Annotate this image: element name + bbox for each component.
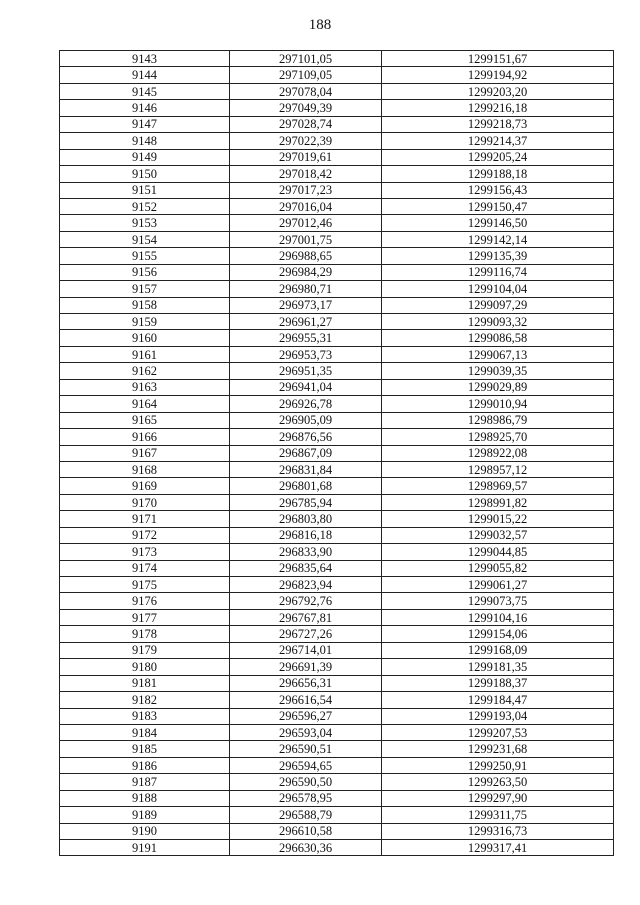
table-row [60,83,614,99]
point-number-cell: 9164 [60,396,230,412]
point-number-cell: 9153 [60,215,230,231]
y-coordinate-cell: 1298957,12 [382,461,614,477]
table-row [60,116,614,132]
point-number-cell: 9185 [60,741,230,757]
y-coordinate-cell: 1299151,67 [382,51,614,67]
x-coordinate-cell: 296803,80 [230,511,382,527]
y-coordinate-cell: 1299073,75 [382,593,614,609]
x-coordinate-cell: 296727,26 [230,626,382,642]
y-coordinate-cell: 1299093,32 [382,314,614,330]
y-coordinate-cell: 1299104,04 [382,281,614,297]
point-number-cell: 9163 [60,379,230,395]
x-coordinate-cell: 297078,04 [230,83,382,99]
x-coordinate-cell: 296867,09 [230,445,382,461]
y-coordinate-cell: 1299316,73 [382,823,614,839]
point-number-cell: 9177 [60,609,230,625]
point-number-cell: 9176 [60,593,230,609]
x-coordinate-cell: 297101,05 [230,51,382,67]
point-number-cell: 9188 [60,790,230,806]
table-row [60,429,614,445]
table-row [60,149,614,165]
point-number-cell: 9150 [60,166,230,182]
table-row [60,363,614,379]
table-row [60,379,614,395]
x-coordinate-cell: 297109,05 [230,67,382,83]
table-row [60,248,614,264]
x-coordinate-cell: 296801,68 [230,478,382,494]
y-coordinate-cell: 1299203,20 [382,83,614,99]
table-row [60,560,614,576]
table-row [60,166,614,182]
x-coordinate-cell: 296590,51 [230,741,382,757]
table-row [60,198,614,214]
point-number-cell: 9161 [60,346,230,362]
point-number-cell: 9173 [60,544,230,560]
x-coordinate-cell: 296961,27 [230,314,382,330]
table-row [60,494,614,510]
point-number-cell: 9186 [60,757,230,773]
table-row [60,577,614,593]
x-coordinate-cell: 296593,04 [230,724,382,740]
point-number-cell: 9154 [60,231,230,247]
table-row [60,314,614,330]
table-row [60,412,614,428]
y-coordinate-cell: 1299044,85 [382,544,614,560]
point-number-cell: 9149 [60,149,230,165]
y-coordinate-cell: 1299055,82 [382,560,614,576]
point-number-cell: 9180 [60,659,230,675]
x-coordinate-cell: 297022,39 [230,133,382,149]
y-coordinate-cell: 1299067,13 [382,346,614,362]
table-row [60,823,614,839]
point-number-cell: 9151 [60,182,230,198]
x-coordinate-cell: 296955,31 [230,330,382,346]
table-row [60,396,614,412]
point-number-cell: 9152 [60,198,230,214]
point-number-cell: 9148 [60,133,230,149]
y-coordinate-cell: 1299142,14 [382,231,614,247]
table-row [60,609,614,625]
x-coordinate-cell: 296630,36 [230,840,382,856]
y-coordinate-cell: 1299317,41 [382,840,614,856]
table-row [60,281,614,297]
table-row [60,840,614,856]
y-coordinate-cell: 1299015,22 [382,511,614,527]
table-row [60,330,614,346]
point-number-cell: 9158 [60,297,230,313]
x-coordinate-cell: 296833,90 [230,544,382,560]
table-row [60,675,614,691]
table-row [60,51,614,67]
x-coordinate-cell: 296926,78 [230,396,382,412]
y-coordinate-cell: 1299184,47 [382,692,614,708]
y-coordinate-cell: 1299146,50 [382,215,614,231]
y-coordinate-cell: 1299188,18 [382,166,614,182]
coordinates-table-body [60,51,614,856]
x-coordinate-cell: 296973,17 [230,297,382,313]
y-coordinate-cell: 1299205,24 [382,149,614,165]
y-coordinate-cell: 1299154,06 [382,626,614,642]
point-number-cell: 9155 [60,248,230,264]
y-coordinate-cell: 1299250,91 [382,757,614,773]
y-coordinate-cell: 1299061,27 [382,577,614,593]
y-coordinate-cell: 1299086,58 [382,330,614,346]
page-number: 188 [308,17,332,33]
y-coordinate-cell: 1298969,57 [382,478,614,494]
x-coordinate-cell: 296792,76 [230,593,382,609]
point-number-cell: 9182 [60,692,230,708]
x-coordinate-cell: 297012,46 [230,215,382,231]
point-number-cell: 9181 [60,675,230,691]
y-coordinate-cell: 1298925,70 [382,429,614,445]
y-coordinate-cell: 1299231,68 [382,741,614,757]
x-coordinate-cell: 296594,65 [230,757,382,773]
table-row [60,264,614,280]
y-coordinate-cell: 1299032,57 [382,527,614,543]
point-number-cell: 9191 [60,840,230,856]
table-row [60,67,614,83]
table-row [60,461,614,477]
x-coordinate-cell: 297017,23 [230,182,382,198]
table-row [60,774,614,790]
y-coordinate-cell: 1299039,35 [382,363,614,379]
point-number-cell: 9174 [60,560,230,576]
x-coordinate-cell: 296816,18 [230,527,382,543]
point-number-cell: 9147 [60,116,230,132]
x-coordinate-cell: 296951,35 [230,363,382,379]
table-row [60,724,614,740]
x-coordinate-cell: 296953,73 [230,346,382,362]
table-row [60,626,614,642]
table-row [60,659,614,675]
point-number-cell: 9156 [60,264,230,280]
table-row [60,231,614,247]
point-number-cell: 9145 [60,83,230,99]
point-number-cell: 9189 [60,807,230,823]
table-row [60,100,614,116]
y-coordinate-cell: 1299181,35 [382,659,614,675]
x-coordinate-cell: 296905,09 [230,412,382,428]
x-coordinate-cell: 297001,75 [230,231,382,247]
y-coordinate-cell: 1299156,43 [382,182,614,198]
table-row [60,478,614,494]
y-coordinate-cell: 1299193,04 [382,708,614,724]
table-row [60,708,614,724]
point-number-cell: 9166 [60,429,230,445]
point-number-cell: 9179 [60,642,230,658]
x-coordinate-cell: 296578,95 [230,790,382,806]
table-row [60,445,614,461]
y-coordinate-cell: 1299168,09 [382,642,614,658]
x-coordinate-cell: 297049,39 [230,100,382,116]
y-coordinate-cell: 1299188,37 [382,675,614,691]
point-number-cell: 9190 [60,823,230,839]
x-coordinate-cell: 296588,79 [230,807,382,823]
x-coordinate-cell: 297019,61 [230,149,382,165]
table-row [60,215,614,231]
table-row [60,511,614,527]
y-coordinate-cell: 1299207,53 [382,724,614,740]
x-coordinate-cell: 296616,54 [230,692,382,708]
y-coordinate-cell: 1299104,16 [382,609,614,625]
point-number-cell: 9170 [60,494,230,510]
coordinates-table [59,50,614,856]
point-number-cell: 9178 [60,626,230,642]
y-coordinate-cell: 1298991,82 [382,494,614,510]
x-coordinate-cell: 296941,04 [230,379,382,395]
x-coordinate-cell: 296984,29 [230,264,382,280]
table-row [60,692,614,708]
point-number-cell: 9159 [60,314,230,330]
point-number-cell: 9184 [60,724,230,740]
x-coordinate-cell: 296610,58 [230,823,382,839]
point-number-cell: 9171 [60,511,230,527]
point-number-cell: 9162 [60,363,230,379]
point-number-cell: 9175 [60,577,230,593]
x-coordinate-cell: 296596,27 [230,708,382,724]
x-coordinate-cell: 296835,64 [230,560,382,576]
y-coordinate-cell: 1299214,37 [382,133,614,149]
y-coordinate-cell: 1298986,79 [382,412,614,428]
point-number-cell: 9165 [60,412,230,428]
point-number-cell: 9146 [60,100,230,116]
point-number-cell: 9172 [60,527,230,543]
table-row [60,807,614,823]
point-number-cell: 9187 [60,774,230,790]
y-coordinate-cell: 1299311,75 [382,807,614,823]
y-coordinate-cell: 1299194,92 [382,67,614,83]
table-row [60,133,614,149]
x-coordinate-cell: 296590,50 [230,774,382,790]
x-coordinate-cell: 296767,81 [230,609,382,625]
table-row [60,642,614,658]
table-row [60,544,614,560]
table-row [60,757,614,773]
x-coordinate-cell: 296823,94 [230,577,382,593]
x-coordinate-cell: 296656,31 [230,675,382,691]
table-row [60,346,614,362]
table-row [60,182,614,198]
x-coordinate-cell: 296691,39 [230,659,382,675]
x-coordinate-cell: 297028,74 [230,116,382,132]
point-number-cell: 9144 [60,67,230,83]
table-row [60,790,614,806]
point-number-cell: 9169 [60,478,230,494]
table-row [60,527,614,543]
point-number-cell: 9157 [60,281,230,297]
y-coordinate-cell: 1298922,08 [382,445,614,461]
point-number-cell: 9143 [60,51,230,67]
x-coordinate-cell: 296876,56 [230,429,382,445]
x-coordinate-cell: 296785,94 [230,494,382,510]
table-row [60,593,614,609]
table-row [60,741,614,757]
x-coordinate-cell: 296988,65 [230,248,382,264]
y-coordinate-cell: 1299116,74 [382,264,614,280]
y-coordinate-cell: 1299216,18 [382,100,614,116]
x-coordinate-cell: 296980,71 [230,281,382,297]
y-coordinate-cell: 1299010,94 [382,396,614,412]
point-number-cell: 9183 [60,708,230,724]
y-coordinate-cell: 1299263,50 [382,774,614,790]
y-coordinate-cell: 1299150,47 [382,198,614,214]
point-number-cell: 9167 [60,445,230,461]
y-coordinate-cell: 1299029,89 [382,379,614,395]
x-coordinate-cell: 296714,01 [230,642,382,658]
y-coordinate-cell: 1299097,29 [382,297,614,313]
y-coordinate-cell: 1299297,90 [382,790,614,806]
table-row [60,297,614,313]
point-number-cell: 9168 [60,461,230,477]
x-coordinate-cell: 297018,42 [230,166,382,182]
x-coordinate-cell: 297016,04 [230,198,382,214]
y-coordinate-cell: 1299135,39 [382,248,614,264]
y-coordinate-cell: 1299218,73 [382,116,614,132]
point-number-cell: 9160 [60,330,230,346]
x-coordinate-cell: 296831,84 [230,461,382,477]
